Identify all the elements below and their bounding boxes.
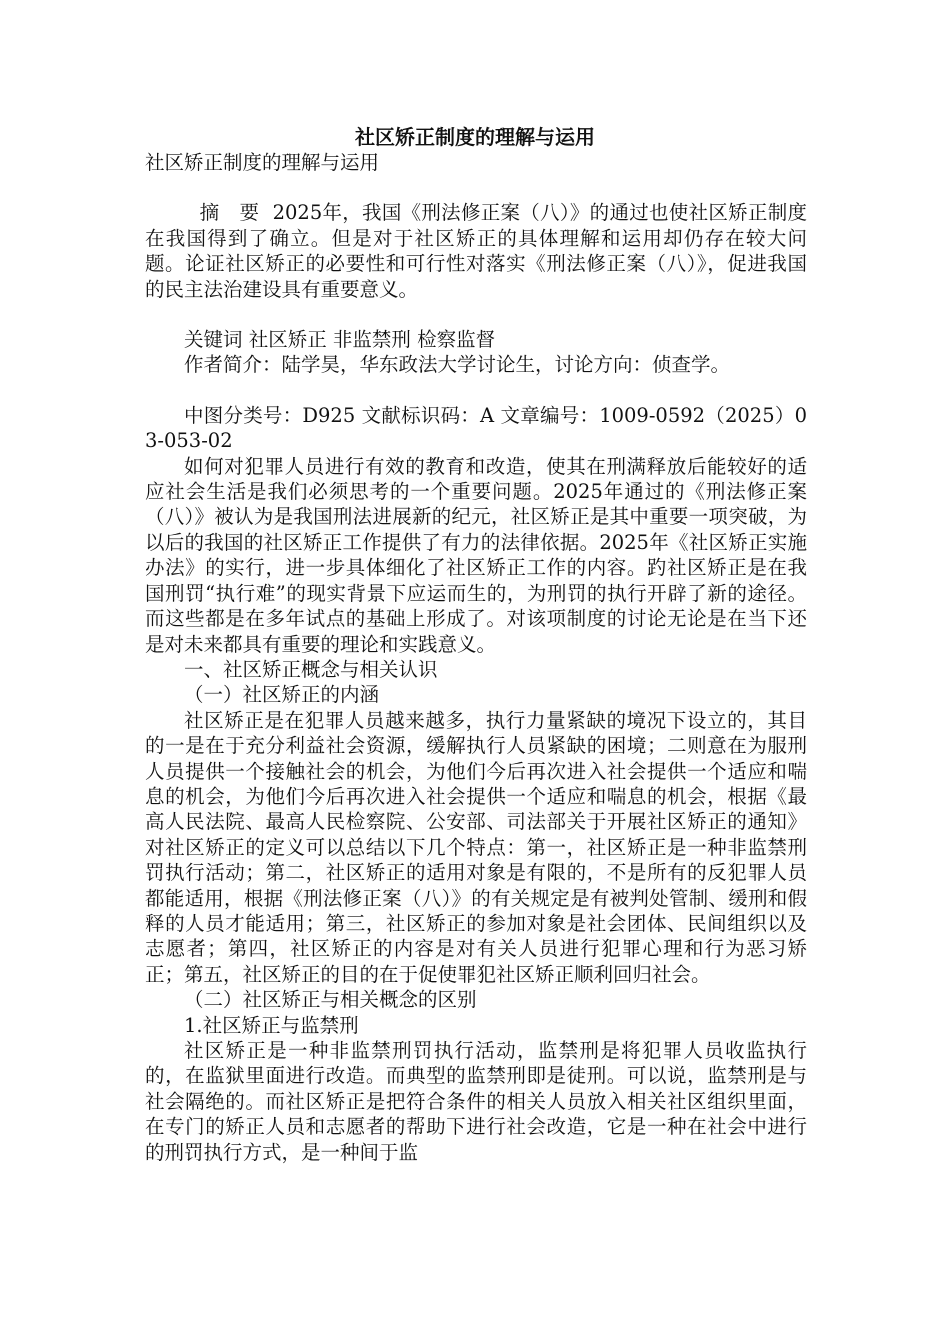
document-body — [145, 150, 807, 1165]
keywords: 关键词 社区矫正 非监禁刑 检察监督 — [184, 328, 496, 352]
author-info: 作者简介：陆学昊，华东政法大学讨论生，讨论方向：侦查学。 — [184, 353, 731, 377]
abstract-paragraph — [145, 200, 807, 302]
document-title: 社区矫正制度的理解与运用 — [355, 125, 595, 149]
intro-paragraph: 如何对犯罪人员进行有效的教育和改造，使其在刑满释放后能较好的适应社会生活是我们必须思考的一个重要问题。2025年通过的《刑法修正案（八）》被认为是我国刑法进展新的纪元，社区矫正是其中重要一项突破，为以后的我国的社区矫正工作提供了有力的法律依据。2025年《社区矫正实施办法》的实行，进一步具体细化了社区矫正工作的内容。趵社区矫正是在我国刑罚“执行难”的现实背景下应运而生的，为刑罚的执行开辟了新的途径。而这些都是在多年试点的基础上形成了。对该项制度的讨论无论是在当下还是对未来都具有重要的理论和实践意义。 — [145, 454, 807, 656]
document-subtitle: 社区矫正制度的理解与运用 — [145, 151, 380, 174]
item-heading-1-2-1: 1.社区矫正与监禁刑 — [184, 1013, 359, 1037]
comparison-paragraph: 社区矫正是一种非监禁刑罚执行活动，监禁刑是将犯罪人员收监执行的，在监狱里面进行改造。而典型的监禁刑即是徒刑。可以说，监禁刑是与社会隔绝的。而社区矫正是把符合条件的相关人员放入相关社区组织里面，在专门的矫正人员和志愿者的帮助下进行社会改造，它是一种在社会中进行的刑罚执行方式，是一种间于监 — [145, 1039, 807, 1164]
subsection-heading-1-2: （二）社区矫正与相关概念的区别 — [184, 988, 477, 1012]
abstract-text: 2025年，我国《刑法修正案（八）》的通过也使社区矫正制度在我国得到了确立。但是对于社区矫正的具体理解和运用却仍存在较大问题。论证社区矫正的必要性和可行性对落实《刑法修正案（八）》，促进我国的民主法治建设具有重要意义。 — [145, 201, 807, 301]
abstract-label: 摘 要 — [199, 201, 267, 225]
definition-paragraph: 社区矫正是在犯罪人员越来越多，执行力量紧缺的境况下设立的，其目的一是在于充分利益社会资源，缓解执行人员紧缺的困境；二则意在为服刑人员提供一个接触社会的机会，为他们今后再次进入社会提供一个适应和喘息的机会，为他们今后再次进入社会提供一个适应和喘息的机会，根据《最高人民法院、最高人民检察院、公安部、司法部关于开展社区矫正的通知》对社区矫正的定义可以总结以下几个特点：第一，社区矫正是一种非监禁刑罚执行活动；第二，社区矫正的适用对象是有限的，不是所有的反犯罪人员都能适用，根据《刑法修正案（八）》的有关规定是有被判处管制、缓刑和假释的人员才能适用；第三，社区矫正的参加对象是社会团体、民间组织以及志愿者；第四，社区矫正的内容是对有关人员进行犯罪心理和行为恶习矫正；第五，社区矫正的目的在于促使罪犯社区矫正顺利回归社会。 — [145, 708, 807, 986]
classification-info: 中图分类号：D925 文献标识码：A 文章编号：1009-0592（2025）03-053-02 — [145, 403, 807, 453]
subsection-heading-1-1: （一）社区矫正的内涵 — [184, 683, 380, 707]
section-heading-1: 一、社区矫正概念与相关认识 — [184, 657, 438, 681]
